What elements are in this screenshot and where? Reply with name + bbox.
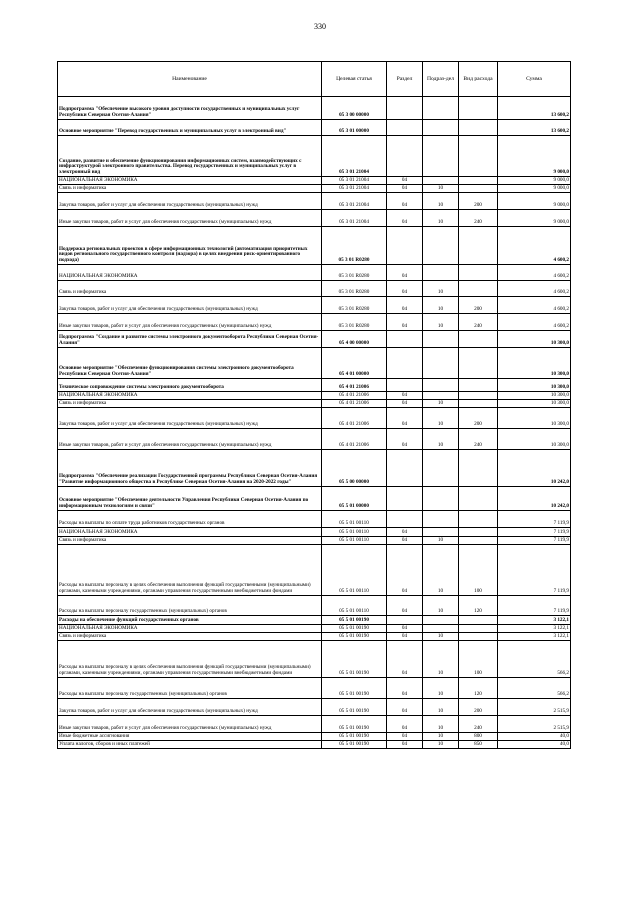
table-row [58,281,571,297]
row-section: 04 [387,429,423,450]
row-expense-kind [459,528,498,537]
table-row [58,716,571,733]
row-section: 04 [387,177,423,185]
row-sum: 10 300,0 [498,408,571,429]
table-row [58,136,571,177]
row-target-article: 05 5 01 00110 [322,596,387,616]
table-row [58,545,571,596]
row-target-article: 05 5 01 00110 [322,545,387,596]
row-expense-kind: 200 [459,193,498,210]
row-name: Уплата налогов, сборов и иных платежей [58,741,322,749]
row-section [387,331,423,348]
row-name: НАЦИОНАЛЬНАЯ ЭКОНОМИКА [58,392,322,400]
row-section: 04 [387,400,423,408]
row-expense-kind: 200 [459,408,498,429]
header-expense-kind: Вид расхода [459,62,498,97]
row-section: 04 [387,678,423,699]
row-subsection: 10 [423,193,459,210]
row-section [387,487,423,511]
row-name: Иные закупки товаров, работ и услуг для обеспечения государственных (муниципальных) нужд [58,210,322,227]
table-row [58,641,571,678]
row-target-article: 05 5 01 00190 [322,678,387,699]
table-row [58,487,571,511]
table-row [58,314,571,331]
row-subsection: 10 [423,699,459,716]
table-row [58,537,571,545]
row-name: Иные закупки товаров, работ и услуг для обеспечения государственных (муниципальных) нужд [58,429,322,450]
row-section [387,136,423,177]
row-sum: 9 000,0 [498,177,571,185]
row-target-article: 05 3 01 21004 [322,177,387,185]
row-subsection: 10 [423,733,459,741]
row-expense-kind [459,511,498,528]
row-expense-kind: 240 [459,716,498,733]
row-section: 04 [387,699,423,716]
row-sum: 10 300,0 [498,379,571,392]
row-name: Закупка товаров, работ и услуг для обеспечения государственных (муниципальных) нужд [58,297,322,314]
row-subsection: 10 [423,185,459,193]
row-subsection [423,392,459,400]
row-expense-kind: 100 [459,545,498,596]
row-target-article: 05 5 01 00190 [322,699,387,716]
row-target-article: 05 3 01 R0280 [322,297,387,314]
row-sum: 566,2 [498,641,571,678]
row-section: 04 [387,297,423,314]
row-subsection [423,450,459,487]
row-target-article: 05 3 01 21004 [322,185,387,193]
row-name: Закупка товаров, работ и услуг для обеспечения государственных (муниципальных) нужд [58,408,322,429]
row-expense-kind [459,120,498,136]
row-sum: 10 300,0 [498,429,571,450]
row-sum: 4 600,2 [498,227,571,265]
header-sum: Сумма [498,62,571,97]
row-target-article: 05 5 01 00190 [322,633,387,641]
row-section: 04 [387,537,423,545]
row-target-article: 05 3 01 R0280 [322,265,387,281]
row-subsection [423,120,459,136]
table-row [58,210,571,227]
table-row [58,429,571,450]
row-section [387,227,423,265]
row-section: 04 [387,408,423,429]
row-section: 04 [387,545,423,596]
row-section [387,450,423,487]
row-expense-kind [459,633,498,641]
row-sum: 40,0 [498,733,571,741]
row-section: 04 [387,596,423,616]
row-name: Поддержка региональных проектов в сфере информационных технологий (автоматизация приоритетных видов регионального государственного контроля (надзора) в целях внедрения риск-ориентированного подхода) [58,227,322,265]
row-target-article: 05 4 01 21006 [322,429,387,450]
row-sum: 13 600,2 [498,120,571,136]
table-row [58,741,571,749]
row-subsection: 10 [423,545,459,596]
row-expense-kind: 240 [459,314,498,331]
row-expense-kind [459,265,498,281]
row-name: Расходы на выплаты персоналу государственных (муниципальных) органов [58,596,322,616]
row-expense-kind: 100 [459,641,498,678]
row-target-article: 05 5 01 00190 [322,741,387,749]
row-sum: 4 600,2 [498,265,571,281]
row-subsection [423,528,459,537]
table-row [58,400,571,408]
row-subsection: 10 [423,210,459,227]
row-name: Расходы на выплаты по оплате труда работников государственных органов [58,511,322,528]
table-row [58,120,571,136]
table-row [58,616,571,625]
row-sum: 10 242,0 [498,450,571,487]
row-sum: 10 300,0 [498,392,571,400]
row-subsection: 10 [423,297,459,314]
row-expense-kind: 850 [459,741,498,749]
row-section: 04 [387,741,423,749]
row-sum: 2 515,9 [498,699,571,716]
row-sum: 40,0 [498,741,571,749]
row-target-article: 05 3 01 R0280 [322,314,387,331]
row-subsection [423,97,459,120]
row-section: 04 [387,185,423,193]
row-sum: 4 600,2 [498,281,571,297]
table-row [58,331,571,348]
row-expense-kind [459,227,498,265]
row-section: 04 [387,314,423,331]
row-section [387,379,423,392]
row-name: НАЦИОНАЛЬНАЯ ЭКОНОМИКА [58,528,322,537]
row-target-article: 05 4 01 21006 [322,392,387,400]
row-expense-kind: 240 [459,429,498,450]
table-row [58,185,571,193]
row-expense-kind [459,97,498,120]
row-subsection: 10 [423,678,459,699]
row-target-article: 05 4 01 21006 [322,379,387,392]
row-target-article: 05 5 01 00190 [322,625,387,633]
row-subsection [423,511,459,528]
table-row [58,733,571,741]
row-expense-kind [459,487,498,511]
row-sum: 4 600,2 [498,297,571,314]
table-row [58,265,571,281]
table-row [58,379,571,392]
row-sum: 7 119,9 [498,528,571,537]
row-sum: 9 000,0 [498,193,571,210]
row-expense-kind: 120 [459,678,498,699]
row-name: НАЦИОНАЛЬНАЯ ЭКОНОМИКА [58,625,322,633]
row-subsection: 10 [423,314,459,331]
row-name: Основное мероприятие "Обеспечение деятельности Управления Республики Северная Осетия-Алания по информационным технологиям и связи" [58,487,322,511]
row-subsection: 10 [423,741,459,749]
row-expense-kind: 200 [459,297,498,314]
row-name: Иные бюджетные ассигнования [58,733,322,741]
row-target-article: 05 3 01 R0280 [322,281,387,297]
row-expense-kind [459,392,498,400]
table-row [58,227,571,265]
table-row [58,348,571,379]
row-name: Подпрограмма "Обеспечение высокого уровня доступности государственных и муниципальных услуг Республики Северная Осетия-Алания" [58,97,322,120]
row-name: Расходы на выплаты персоналу в целях обеспечения выполнения функций государственными (муниципальными) органами, казенными учреждениями, органами управления государственными внебюджетными фондами [58,545,322,596]
row-section: 04 [387,265,423,281]
row-name: Связь и информатика [58,537,322,545]
row-subsection: 10 [423,400,459,408]
row-target-article: 05 4 01 21006 [322,400,387,408]
row-sum: 3 122,1 [498,633,571,641]
row-name: Связь и информатика [58,400,322,408]
row-name: Основное мероприятие "Перевод государственных и муниципальных услуг в электронный вид" [58,120,322,136]
row-name: Связь и информатика [58,185,322,193]
row-target-article: 05 4 00 00000 [322,331,387,348]
row-sum: 9 000,0 [498,185,571,193]
row-subsection [423,136,459,177]
row-expense-kind [459,537,498,545]
row-sum: 2 515,9 [498,716,571,733]
table-row [58,678,571,699]
table-row [58,511,571,528]
table-row [58,408,571,429]
row-target-article: 05 5 01 00110 [322,511,387,528]
row-sum: 3 122,1 [498,625,571,633]
row-target-article: 05 3 01 21004 [322,210,387,227]
row-subsection: 10 [423,429,459,450]
table-row [58,633,571,641]
header-target-article: Целевая статья [322,62,387,97]
row-expense-kind [459,625,498,633]
row-target-article: 05 5 01 00110 [322,537,387,545]
row-section: 04 [387,641,423,678]
row-section: 04 [387,633,423,641]
row-subsection [423,227,459,265]
row-expense-kind [459,331,498,348]
row-sum: 9 000,0 [498,210,571,227]
row-expense-kind [459,348,498,379]
header-section: Раздел [387,62,423,97]
row-expense-kind: 240 [459,210,498,227]
row-subsection [423,379,459,392]
row-name: Создание, развитие и обеспечение функционирования информационных систем, взаимодействующих с инфраструктурой электронного правительства. Перевод государственных и муниципальных услуг в электронный вид [58,136,322,177]
row-subsection: 10 [423,408,459,429]
row-section: 04 [387,625,423,633]
row-name: Закупка товаров, работ и услуг для обеспечения государственных (муниципальных) нужд [58,699,322,716]
row-sum: 10 300,0 [498,400,571,408]
row-subsection: 10 [423,596,459,616]
row-subsection: 10 [423,641,459,678]
row-sum: 9 000,0 [498,136,571,177]
row-sum: 566,2 [498,678,571,699]
row-sum: 7 119,9 [498,537,571,545]
row-target-article: 05 5 00 00000 [322,450,387,487]
row-expense-kind [459,400,498,408]
row-name: Расходы на выплаты персоналу в целях обеспечения выполнения функций государственными (муниципальными) органами, казенными учреждениями, органами управления государственными внебюджетными фондами [58,641,322,678]
row-target-article: 05 3 01 21004 [322,193,387,210]
row-subsection [423,625,459,633]
row-section: 04 [387,528,423,537]
row-name: Расходы на выплаты персоналу государственных (муниципальных) органов [58,678,322,699]
row-sum: 10 300,0 [498,348,571,379]
row-target-article: 05 3 01 R0280 [322,227,387,265]
page-number: 330 [314,22,326,31]
row-name: Расходы на обеспечение функций государственных органов [58,616,322,625]
table-row [58,297,571,314]
budget-table [57,61,571,749]
row-target-article: 05 3 01 21004 [322,136,387,177]
row-expense-kind: 800 [459,733,498,741]
row-section: 04 [387,392,423,400]
row-target-article: 05 5 01 00190 [322,716,387,733]
table-row [58,596,571,616]
table-row [58,450,571,487]
row-subsection [423,331,459,348]
row-name: Основное мероприятие "Обеспечение функционирования системы электронного документооборота Республики Северная Осетия-Алания" [58,348,322,379]
row-name: Подпрограмма "Создание и развитие системы электронного документооборота Республики Северная Осетия-Алания" [58,331,322,348]
row-name: Техническое сопровождение системы электронного документооборота [58,379,322,392]
row-expense-kind [459,616,498,625]
row-target-article: 05 4 01 21006 [322,408,387,429]
row-expense-kind: 120 [459,596,498,616]
row-subsection: 10 [423,537,459,545]
row-subsection [423,265,459,281]
table-row [58,97,571,120]
row-name: НАЦИОНАЛЬНАЯ ЭКОНОМИКА [58,265,322,281]
table-row [58,392,571,400]
row-subsection [423,487,459,511]
row-sum: 10 300,0 [498,331,571,348]
row-section [387,348,423,379]
row-subsection [423,177,459,185]
table-row [58,528,571,537]
row-target-article: 05 5 01 00190 [322,641,387,678]
row-section [387,511,423,528]
row-expense-kind [459,185,498,193]
row-name: Связь и информатика [58,281,322,297]
row-expense-kind [459,136,498,177]
row-sum: 13 600,2 [498,97,571,120]
row-name: НАЦИОНАЛЬНАЯ ЭКОНОМИКА [58,177,322,185]
row-target-article: 05 5 01 00190 [322,616,387,625]
row-sum: 3 122,1 [498,616,571,625]
header-subsection: Подраз-дел [423,62,459,97]
row-section [387,97,423,120]
row-target-article: 05 5 01 00000 [322,487,387,511]
row-sum: 7 119,9 [498,596,571,616]
row-subsection [423,616,459,625]
table-row [58,177,571,185]
row-section [387,616,423,625]
header-name: Наименование [58,62,322,97]
row-section: 04 [387,281,423,297]
table-header-row [58,62,571,97]
row-section [387,120,423,136]
row-name: Иные закупки товаров, работ и услуг для обеспечения государственных (муниципальных) нужд [58,716,322,733]
row-name: Связь и информатика [58,633,322,641]
row-sum: 10 242,0 [498,487,571,511]
row-section: 04 [387,716,423,733]
table-row [58,625,571,633]
row-expense-kind [459,177,498,185]
row-name: Подпрограмма "Обеспечение реализации Государственной программы Республики Северная Осетия-Алания "Развитие информационного общества в Республике Северная Осетия-Алания на 2020-2022 годы" [58,450,322,487]
row-section: 04 [387,193,423,210]
row-target-article: 05 3 01 00000 [322,120,387,136]
row-target-article: 05 4 01 00000 [322,348,387,379]
row-name: Закупка товаров, работ и услуг для обеспечения государственных (муниципальных) нужд [58,193,322,210]
row-sum: 4 600,2 [498,314,571,331]
row-subsection: 10 [423,633,459,641]
row-subsection: 10 [423,716,459,733]
table-row [58,699,571,716]
row-section: 04 [387,210,423,227]
row-sum: 7 119,9 [498,511,571,528]
row-subsection: 10 [423,281,459,297]
row-section: 04 [387,733,423,741]
row-expense-kind: 200 [459,699,498,716]
row-target-article: 05 5 01 00190 [322,733,387,741]
table-body [58,97,571,749]
row-target-article: 05 5 01 00110 [322,528,387,537]
row-sum: 7 119,9 [498,545,571,596]
row-subsection [423,348,459,379]
row-name: Иные закупки товаров, работ и услуг для обеспечения государственных (муниципальных) нужд [58,314,322,331]
table-row [58,193,571,210]
row-expense-kind [459,281,498,297]
row-target-article: 05 3 00 00000 [322,97,387,120]
row-expense-kind [459,379,498,392]
row-expense-kind [459,450,498,487]
